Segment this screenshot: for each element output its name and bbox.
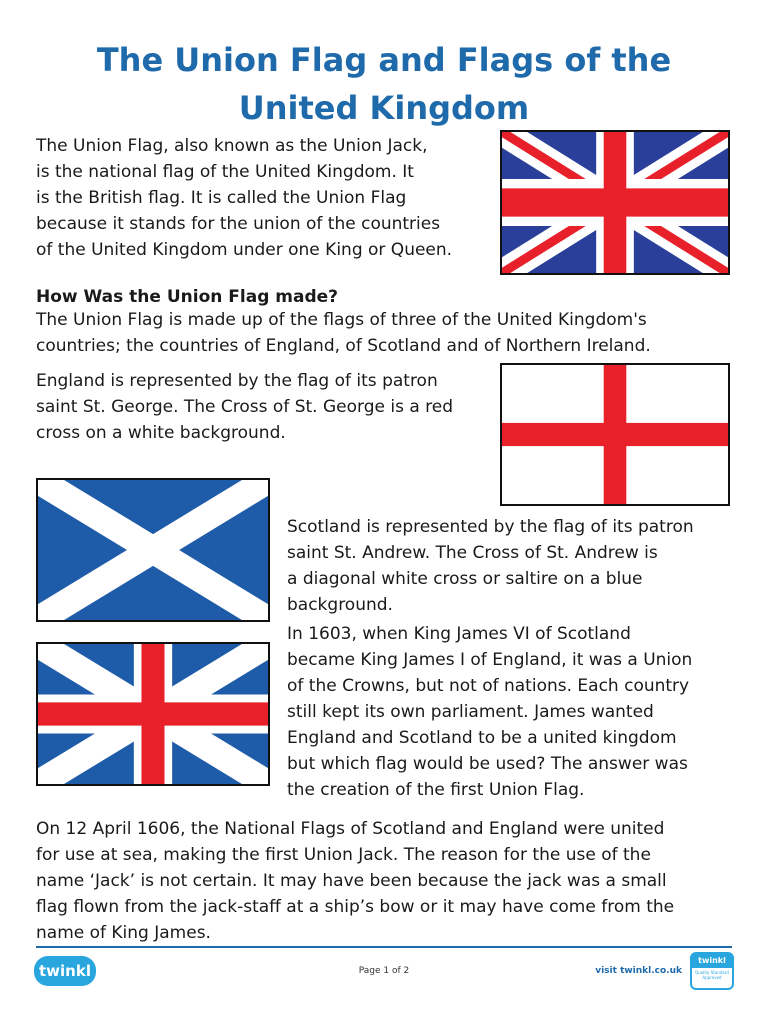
visit-link[interactable]: visit twinkl.co.uk bbox=[595, 966, 682, 976]
made-paragraph bbox=[36, 307, 651, 359]
text-line: name of King James. bbox=[36, 923, 211, 943]
badge-text: Quality Standard Approved bbox=[695, 970, 729, 980]
text-line: became King James I of England, it was a Union bbox=[287, 650, 693, 670]
james-paragraph bbox=[287, 621, 692, 803]
text-line: because it stands for the union of the countries bbox=[36, 214, 441, 234]
text-line: countries; the countries of England, of Scotland and of Northern Ireland. bbox=[36, 336, 651, 356]
union-jack-paragraph bbox=[36, 816, 674, 946]
text-line: still kept its own parliament. James wanted bbox=[287, 702, 654, 722]
quality-badge-icon bbox=[690, 952, 734, 990]
text-line: is the national flag of the United Kingdom. It bbox=[36, 162, 414, 182]
text-line: The Union Flag, also known as the Union Jack, bbox=[36, 136, 428, 156]
text-line: In 1603, when King James VI of Scotland bbox=[287, 624, 631, 644]
text-line: of the Crowns, but not of nations. Each country bbox=[287, 676, 690, 696]
badge-title: twinkl bbox=[692, 954, 732, 968]
footer-divider bbox=[36, 946, 732, 948]
text-line: but which flag would be used? The answer was bbox=[287, 754, 688, 774]
scotland-flag-image bbox=[36, 478, 270, 622]
text-line: the creation of the first Union Flag. bbox=[287, 780, 585, 800]
text-line: England and Scotland to be a united kingdom bbox=[287, 728, 677, 748]
scotland-paragraph bbox=[287, 514, 694, 618]
page-title-line-2: United Kingdom bbox=[238, 89, 530, 127]
text-line: Scotland is represented by the flag of its patron bbox=[287, 517, 694, 537]
text-line: is the British flag. It is called the Union Flag bbox=[36, 188, 407, 208]
first-union-flag-image bbox=[36, 642, 270, 786]
page-title-line-1: The Union Flag and Flags of the bbox=[96, 41, 672, 79]
text-line: background. bbox=[287, 595, 393, 615]
england-flag-image bbox=[500, 363, 730, 506]
england-paragraph bbox=[36, 368, 453, 446]
text-line: for use at sea, making the first Union Jack. The reason for the use of the bbox=[36, 845, 651, 865]
text-line: cross on a white background. bbox=[36, 423, 286, 443]
page-title bbox=[0, 36, 768, 132]
text-line: saint St. Andrew. The Cross of St. Andrew is bbox=[287, 543, 658, 563]
text-line: flag flown from the jack-staff at a ship’s bow or it may have come from the bbox=[36, 897, 675, 917]
intro-paragraph bbox=[36, 133, 452, 263]
text-line: The Union Flag is made up of the flags of three of the United Kingdom's bbox=[36, 310, 647, 330]
union-flag-image bbox=[500, 130, 730, 275]
text-line: name ‘Jack’ is not certain. It may have been because the jack was a small bbox=[36, 871, 667, 891]
text-line: On 12 April 1606, the National Flags of Scotland and England were united bbox=[36, 819, 665, 839]
text-line: saint St. George. The Cross of St. George is a red bbox=[36, 397, 454, 417]
page-number: Page 1 of 2 bbox=[358, 966, 410, 976]
twinkl-logo[interactable]: twinkl bbox=[34, 956, 96, 986]
text-line: a diagonal white cross or saltire on a blue bbox=[287, 569, 643, 589]
section-heading-how-made: How Was the Union Flag made? bbox=[36, 287, 339, 307]
text-line: of the United Kingdom under one King or Queen. bbox=[36, 240, 453, 260]
text-line: England is represented by the flag of its patron bbox=[36, 371, 438, 391]
